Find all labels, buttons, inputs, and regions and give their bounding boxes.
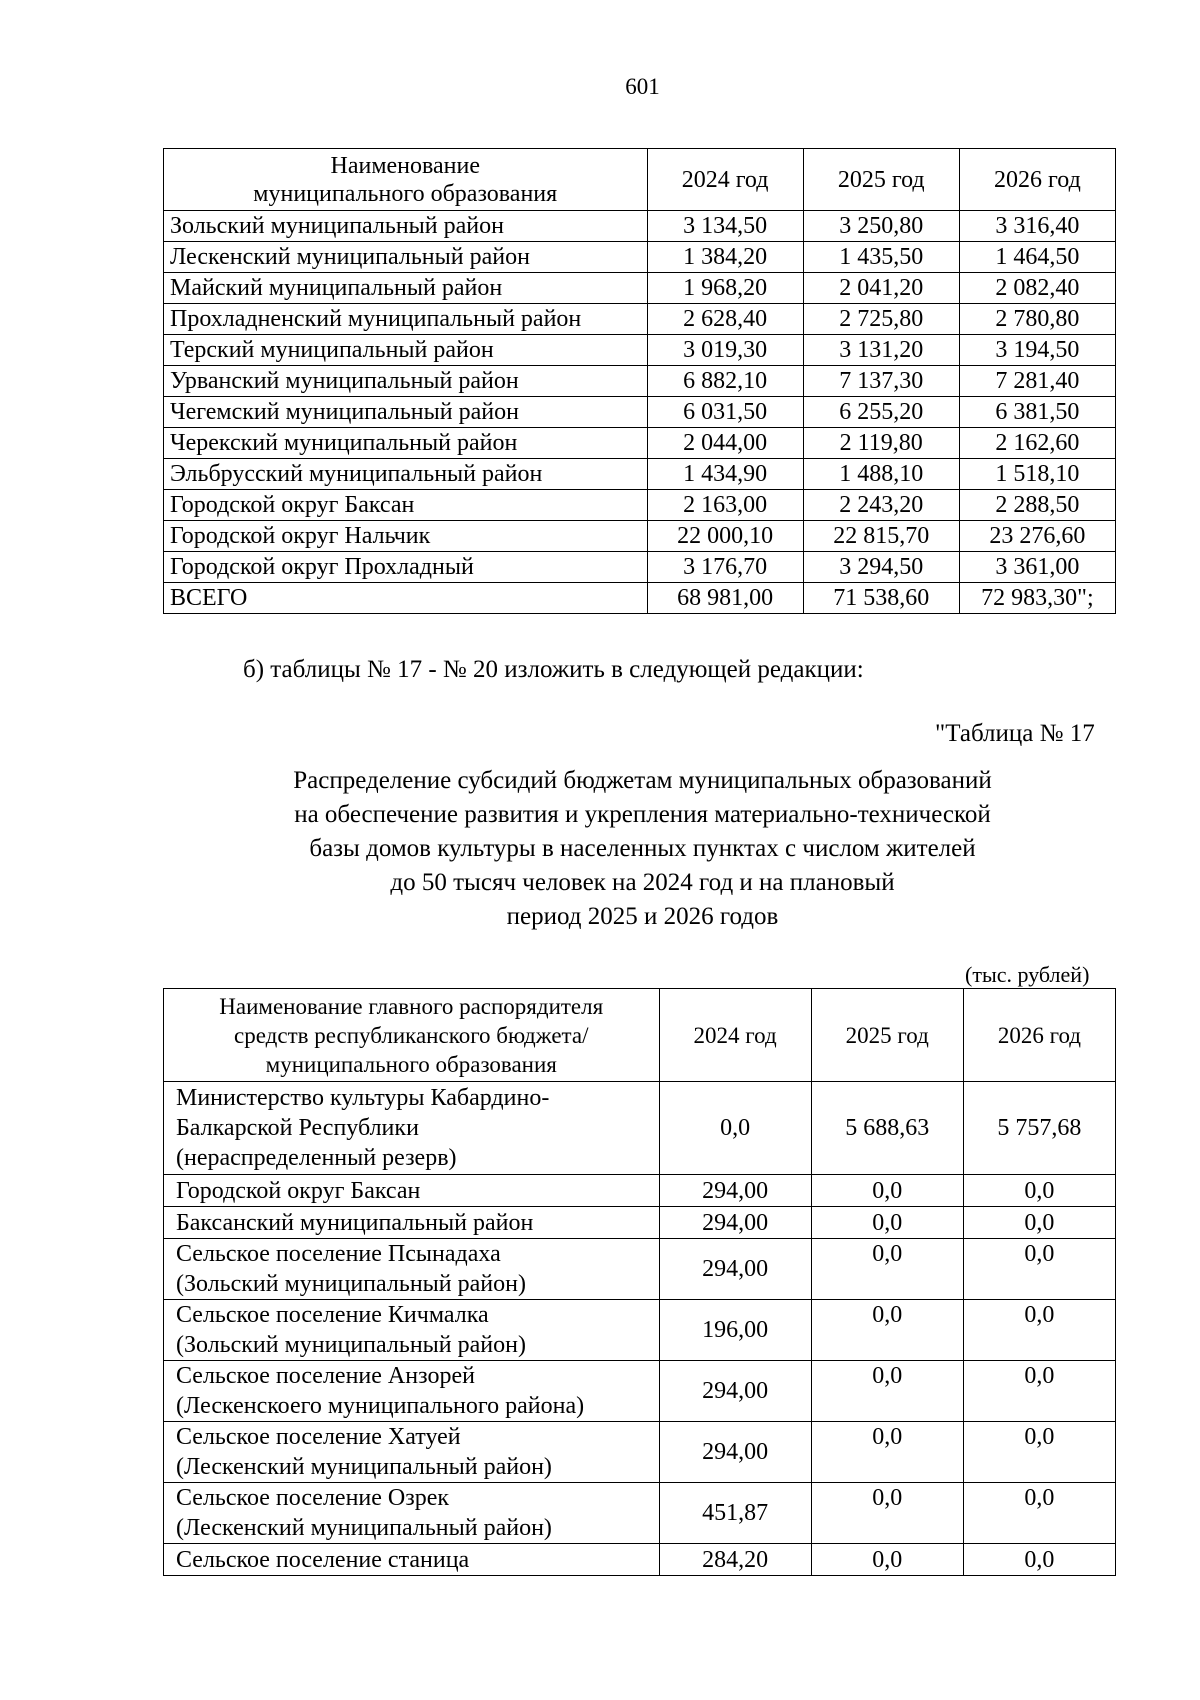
row-name: Лескенский муниципальный район — [164, 242, 648, 273]
row-name: Городской округ Баксан — [164, 490, 648, 521]
row-name: Сельское поселение Озрек (Лескенский муниципальный район) — [164, 1483, 660, 1544]
value-2025: 0,0 — [811, 1422, 963, 1483]
value-2024: 2 163,00 — [647, 490, 803, 521]
row-name: Урванский муниципальный район — [164, 366, 648, 397]
table-subsidies — [163, 988, 1116, 1576]
value-2025: 2 243,20 — [803, 490, 959, 521]
units-label: (тыс. рублей) — [965, 962, 1090, 987]
value-2024: 294,00 — [659, 1175, 811, 1207]
value-2024: 284,20 — [659, 1544, 811, 1576]
value-2026: 5 757,68 — [963, 1082, 1115, 1175]
value-2025: 0,0 — [811, 1361, 963, 1422]
value-2024: 2 044,00 — [647, 428, 803, 459]
row-name: Городской округ Нальчик — [164, 521, 648, 552]
value-2026: 23 276,60 — [959, 521, 1115, 552]
value-2026: 0,0 — [963, 1361, 1115, 1422]
value-2026: 3 361,00 — [959, 552, 1115, 583]
value-2025: 22 815,70 — [803, 521, 959, 552]
value-2026: 2 288,50 — [959, 490, 1115, 521]
table-title: Распределение субсидий бюджетам муниципальных образований на обеспечение развития и укрепления материально-технической базы домов культуры в населенных пунктах с числом жителей до 50 тысяч человек на 2024 год и на плановый период 2025 и 2026 годов — [293, 767, 992, 930]
value-2025: 2 725,80 — [803, 304, 959, 335]
table-row — [164, 1207, 1116, 1239]
value-2024: 3 019,30 — [647, 335, 803, 366]
table-total-row — [164, 583, 1116, 614]
row-name: Прохладненский муниципальный район — [164, 304, 648, 335]
total-2026: 72 983,30"; — [959, 583, 1115, 614]
value-2024: 2 628,40 — [647, 304, 803, 335]
table-row — [164, 490, 1116, 521]
header-name: Наименование муниципального образования — [164, 149, 648, 211]
row-name: Сельское поселение станица — [164, 1544, 660, 1576]
table-header-row — [164, 989, 1116, 1082]
table-row — [164, 1422, 1116, 1483]
table-label: "Таблица № 17 — [935, 720, 1095, 747]
value-2025: 7 137,30 — [803, 366, 959, 397]
value-2025: 0,0 — [811, 1239, 963, 1300]
table-row — [164, 366, 1116, 397]
value-2026: 1 464,50 — [959, 242, 1115, 273]
value-2026: 0,0 — [963, 1483, 1115, 1544]
table-header-row — [164, 149, 1116, 211]
value-2025: 2 119,80 — [803, 428, 959, 459]
row-name: Сельское поселение Анзорей (Лескенскоего муниципального района) — [164, 1361, 660, 1422]
total-label: ВСЕГО — [164, 583, 648, 614]
row-name: Майский муниципальный район — [164, 273, 648, 304]
value-2025: 0,0 — [811, 1207, 963, 1239]
total-2025: 71 538,60 — [803, 583, 959, 614]
table-row — [164, 397, 1116, 428]
value-2026: 3 316,40 — [959, 211, 1115, 242]
value-2026: 2 082,40 — [959, 273, 1115, 304]
row-name: Чегемский муниципальный район — [164, 397, 648, 428]
value-2024: 1 384,20 — [647, 242, 803, 273]
value-2025: 1 435,50 — [803, 242, 959, 273]
table-row — [164, 428, 1116, 459]
row-name: Городской округ Прохладный — [164, 552, 648, 583]
header-2024: 2024 год — [647, 149, 803, 211]
value-2025: 3 250,80 — [803, 211, 959, 242]
value-2024: 1 434,90 — [647, 459, 803, 490]
value-2026: 2 780,80 — [959, 304, 1115, 335]
amendment-sentence: б) таблицы № 17 - № 20 изложить в следующей редакции: — [243, 656, 864, 683]
row-name: Городской округ Баксан — [164, 1175, 660, 1207]
page-number: 601 — [625, 74, 660, 99]
value-2025: 0,0 — [811, 1175, 963, 1207]
value-2026: 2 162,60 — [959, 428, 1115, 459]
value-2024: 451,87 — [659, 1483, 811, 1544]
value-2025: 1 488,10 — [803, 459, 959, 490]
table-row — [164, 552, 1116, 583]
table-row — [164, 1544, 1116, 1576]
value-2025: 2 041,20 — [803, 273, 959, 304]
table-row — [164, 1300, 1116, 1361]
value-2024: 6 882,10 — [647, 366, 803, 397]
value-2024: 6 031,50 — [647, 397, 803, 428]
value-2024: 294,00 — [659, 1207, 811, 1239]
value-2026: 0,0 — [963, 1422, 1115, 1483]
header-2025: 2025 год — [803, 149, 959, 211]
table-row — [164, 459, 1116, 490]
row-name: Терский муниципальный район — [164, 335, 648, 366]
row-name: Сельское поселение Псынадаха (Зольский муниципальный район) — [164, 1239, 660, 1300]
row-name: Эльбрусский муниципальный район — [164, 459, 648, 490]
row-name: Министерство культуры Кабардино- Балкарской Республики (нераспределенный резерв) — [164, 1082, 660, 1175]
value-2024: 22 000,10 — [647, 521, 803, 552]
header-2025: 2025 год — [811, 989, 963, 1082]
header-2026: 2026 год — [963, 989, 1115, 1082]
row-name: Баксанский муниципальный район — [164, 1207, 660, 1239]
table-row — [164, 1175, 1116, 1207]
value-2026: 0,0 — [963, 1207, 1115, 1239]
table-row — [164, 1361, 1116, 1422]
table-row — [164, 211, 1116, 242]
table-row — [164, 335, 1116, 366]
table-row — [164, 1483, 1116, 1544]
value-2024: 0,0 — [659, 1082, 811, 1175]
total-2024: 68 981,00 — [647, 583, 803, 614]
value-2026: 0,0 — [963, 1175, 1115, 1207]
value-2024: 294,00 — [659, 1239, 811, 1300]
value-2026: 0,0 — [963, 1544, 1115, 1576]
value-2025: 0,0 — [811, 1300, 963, 1361]
value-2026: 6 381,50 — [959, 397, 1115, 428]
value-2025: 0,0 — [811, 1544, 963, 1576]
row-name: Сельское поселение Хатуей (Лескенский муниципальный район) — [164, 1422, 660, 1483]
value-2026: 1 518,10 — [959, 459, 1115, 490]
value-2024: 3 134,50 — [647, 211, 803, 242]
value-2026: 0,0 — [963, 1300, 1115, 1361]
table-row — [164, 521, 1116, 552]
table-row — [164, 242, 1116, 273]
value-2026: 3 194,50 — [959, 335, 1115, 366]
value-2024: 1 968,20 — [647, 273, 803, 304]
value-2025: 0,0 — [811, 1483, 963, 1544]
value-2025: 3 131,20 — [803, 335, 959, 366]
header-2026: 2026 год — [959, 149, 1115, 211]
table-row — [164, 304, 1116, 335]
header-name: Наименование главного распорядителя средств республиканского бюджета/ муниципального образования — [164, 989, 660, 1082]
table-row — [164, 1239, 1116, 1300]
value-2024: 294,00 — [659, 1422, 811, 1483]
value-2025: 3 294,50 — [803, 552, 959, 583]
value-2026: 7 281,40 — [959, 366, 1115, 397]
value-2025: 6 255,20 — [803, 397, 959, 428]
header-2024: 2024 год — [659, 989, 811, 1082]
table-row — [164, 1082, 1116, 1175]
row-name: Черекский муниципальный район — [164, 428, 648, 459]
table-row — [164, 273, 1116, 304]
table-municipal-totals — [163, 148, 1116, 614]
value-2024: 196,00 — [659, 1300, 811, 1361]
value-2025: 5 688,63 — [811, 1082, 963, 1175]
value-2026: 0,0 — [963, 1239, 1115, 1300]
row-name: Зольский муниципальный район — [164, 211, 648, 242]
value-2024: 294,00 — [659, 1361, 811, 1422]
row-name: Сельское поселение Кичмалка (Зольский муниципальный район) — [164, 1300, 660, 1361]
value-2024: 3 176,70 — [647, 552, 803, 583]
